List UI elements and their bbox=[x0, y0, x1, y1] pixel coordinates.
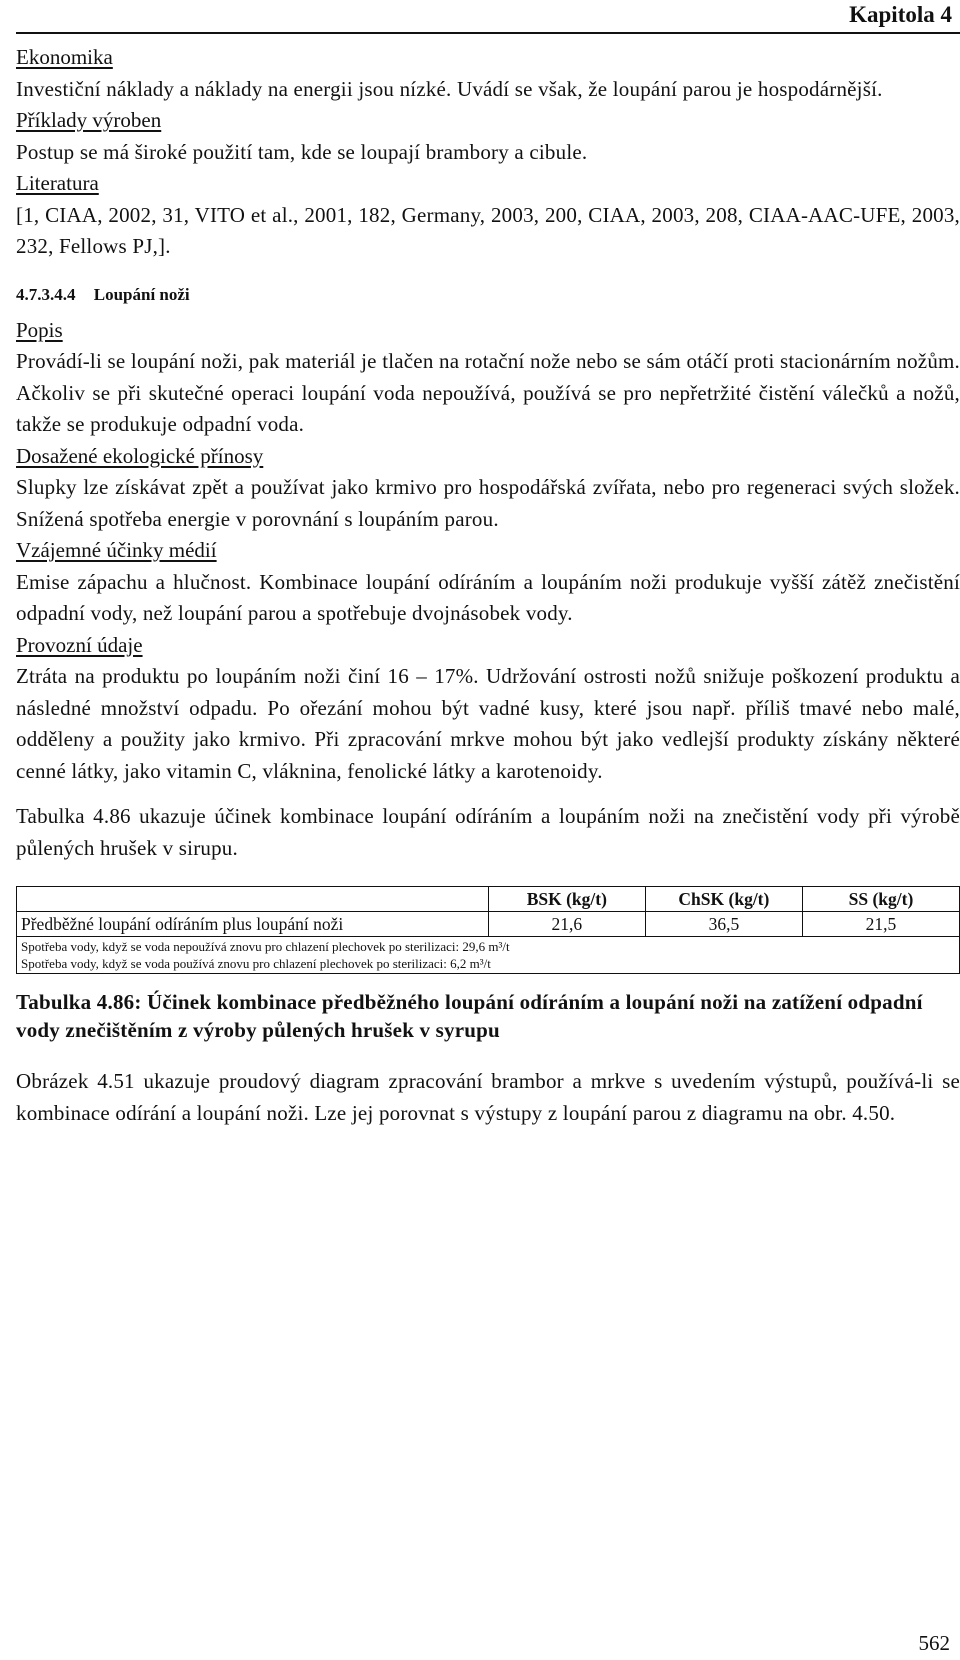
heading-examples: Příklady výroben bbox=[16, 108, 162, 132]
text-economics: Investiční náklady a náklady na energii jsou nízké. Uvádí se však, že loupání parou je hospodárnější. bbox=[16, 76, 883, 101]
heading-literature: Literatura bbox=[16, 171, 99, 195]
page-content bbox=[16, 42, 960, 1129]
table-notes bbox=[17, 937, 960, 974]
table-header-empty bbox=[17, 887, 489, 912]
table-header-ss: SS (kg/t) bbox=[802, 887, 959, 912]
text-description: Provádí-li se loupání noži, pak materiál je tlačen na rotační nože nebo se sám otáčí proti stacionárním nožům. Ačkoliv se při skutečné operaci loupání voda nepoužívá, používá se pro nepřetržité čistění válečků a nožů, takže se produkuje odpadní voda. bbox=[16, 349, 960, 436]
table-note-1: Spotřeba vody, když se voda nepoužívá znovu pro chlazení plechovek po sterilizaci: 29,6 m³/t bbox=[21, 939, 510, 954]
intro-paragraph: Tabulka 4.86 ukazuje účinek kombinace loupání odíráním a loupáním noži na znečistění vody při výrobě půlených hrušek v sirupu. bbox=[16, 804, 960, 860]
page-header bbox=[16, 0, 960, 34]
table-header-row bbox=[17, 887, 960, 912]
table-note-2: Spotřeba vody, když se voda používá znovu pro chlazení plechovek po sterilizaci: 6,2 m³/t bbox=[21, 956, 491, 971]
heading-operational-data: Provozní údaje bbox=[16, 632, 143, 657]
heading-cross-media: Vzájemné účinky médií bbox=[16, 538, 217, 562]
section-number: 4.7.3.4.4 bbox=[16, 284, 76, 304]
text-cross-media: Emise zápachu a hlučnost. Kombinace loupání odíráním a loupáním noži produkuje vyšší zátěž znečistění odpadní vody, než loupání parou a spotřebuje dvojnásobek vody. bbox=[16, 569, 960, 625]
heading-benefits: Dosažené ekologické přínosy bbox=[16, 443, 264, 468]
table-row-label: Předběžné loupání odíráním plus loupání noži bbox=[17, 912, 489, 937]
text-benefits: Slupky lze získávat zpět a používat jako krmivo pro hospodářská zvířata, nebo pro regeneraci svých složek. Snížená spotřeba energie v porovnání s loupáním parou. bbox=[16, 475, 960, 531]
heading-economics: Ekonomika bbox=[16, 45, 113, 69]
closing-paragraph: Obrázek 4.51 ukazuje proudový diagram zpracování brambor a mrkve s uvedením výstupů, používá-li se kombinace odírání a loupání noži. Lze jej porovnat s výstupy z loupání parou z diagramu na obr. 4.50. bbox=[16, 1069, 960, 1125]
table-cell-chsk: 36,5 bbox=[645, 912, 802, 937]
table-caption: Tabulka 4.86: Účinek kombinace předběžného loupání odíráním a loupání noži na zatížení odpadní vody znečištěním z výroby půlených hrušek v syrupu bbox=[16, 990, 923, 1042]
document-page bbox=[16, 0, 960, 1660]
section-heading bbox=[16, 285, 960, 305]
table-note-row bbox=[17, 937, 960, 974]
table-cell-ss: 21,5 bbox=[802, 912, 959, 937]
chapter-label: Kapitola 4 bbox=[849, 2, 952, 27]
text-examples: Postup se má široké použití tam, kde se loupají brambory a cibule. bbox=[16, 139, 588, 164]
table-cell-bsk: 21,6 bbox=[488, 912, 645, 937]
page-number: 562 bbox=[918, 1631, 950, 1655]
table-row bbox=[17, 912, 960, 937]
table-header-bsk: BSK (kg/t) bbox=[488, 887, 645, 912]
table-header-chsk: ChSK (kg/t) bbox=[645, 887, 802, 912]
data-table bbox=[16, 886, 960, 974]
section-title: Loupání noži bbox=[93, 284, 190, 304]
heading-description: Popis bbox=[16, 317, 63, 342]
text-operational-data: Ztráta na produktu po loupáním noži činí 16 – 17%. Udržování ostrosti nožů snižuje poškození produktu a následné množství odpadu. Po ořezání mohou být vadné kusy, které jsou např. příliš tmavé nebo malé, odděleny a použity jako krmivo. Při zpracování mrkve mohou být jako vedlejší produkty získány některé cenné látky, jako vitamin C, vláknina, fenolické látky a karotenoidy. bbox=[16, 664, 960, 783]
text-literature: [1, CIAA, 2002, 31, VITO et al., 2001, 182, Germany, 2003, 200, CIAA, 2003, 208, CIAA-AAC-UFE, 2003, 232, Fellows PJ,]. bbox=[16, 202, 960, 258]
